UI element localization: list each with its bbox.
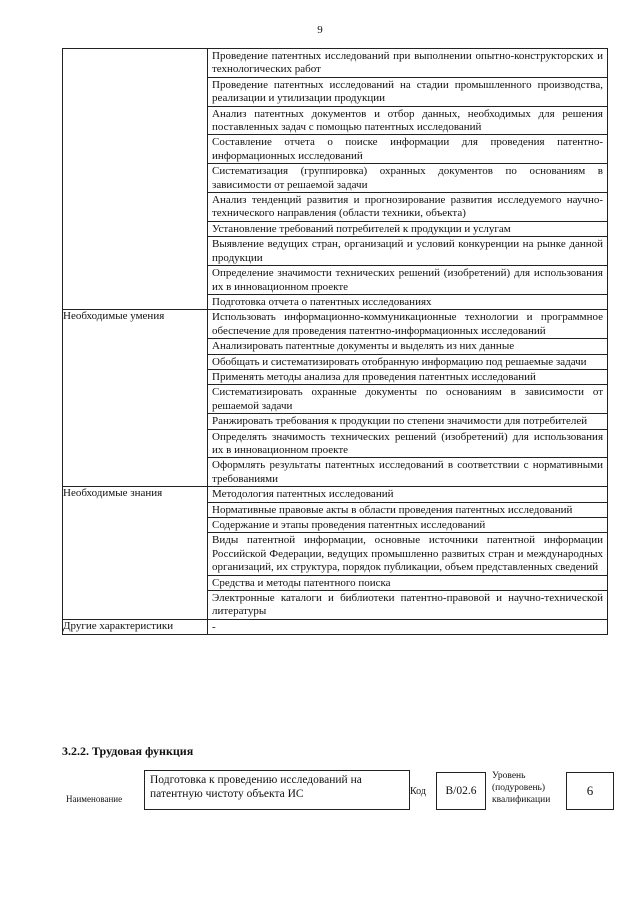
list-item: Составление отчета о поиске информации для проведения патентно-информационных исследований xyxy=(208,135,607,164)
list-item: Средства и методы патентного поиска xyxy=(208,576,607,591)
level-label: Уровень (подуровень) квалификации xyxy=(492,771,551,805)
list-item: Анализ тенденций развития и прогнозирование развития исследуемого научно-технического направления (области техники, объекта) xyxy=(208,193,607,222)
list-item: Подготовка отчета о патентных исследованиях xyxy=(212,295,432,308)
page-number: 9 xyxy=(317,24,323,36)
row-items xyxy=(208,49,608,310)
list-item: Применять методы анализа для проведения патентных исследований xyxy=(208,370,607,385)
row-label xyxy=(63,49,208,310)
row-label: Необходимые знания xyxy=(63,487,208,620)
table-row xyxy=(63,49,608,310)
section-heading: 3.2.2. Трудовая функция xyxy=(62,744,194,758)
competency-table xyxy=(62,48,608,635)
row-items xyxy=(208,487,608,620)
list-item: Использовать информационно-коммуникационные технологии и программное обеспечение для проведения патентно-информационных исследований xyxy=(208,310,607,339)
row-items xyxy=(208,619,608,634)
list-item: Определять значимость технических решений (изобретений) для использования их в инновационном проекте xyxy=(208,430,607,459)
list-item: Систематизация (группировка) охранных документов по основаниям в зависимости от решаемой задачи xyxy=(208,164,607,193)
list-item: Методология патентных исследований xyxy=(208,487,607,502)
list-item: Электронные каталоги и библиотеки патентно-правовой и научно-технической литературы xyxy=(212,592,603,618)
table-row xyxy=(63,487,608,620)
name-label: Наименование xyxy=(66,794,123,804)
list-item: Содержание и этапы проведения патентных исследований xyxy=(208,518,607,533)
table-row xyxy=(63,619,608,634)
list-item: Выявление ведущих стран, организаций и условий конкуренции на рынке данной продукции xyxy=(208,237,607,266)
list-item: - xyxy=(212,620,216,633)
list-item: Проведение патентных исследований при выполнении опытно-конструкторских и технологических работ xyxy=(208,49,607,78)
list-item: Обобщать и систематизировать отобранную информацию под решаемые задачи xyxy=(208,355,607,370)
list-item: Нормативные правовые акты в области проведения патентных исследований xyxy=(208,503,607,518)
list-item: Систематизировать охранные документы по основаниям в зависимости от решаемой задачи xyxy=(208,385,607,414)
row-items xyxy=(208,310,608,487)
code-box: B/02.6 xyxy=(436,772,486,810)
level-box: 6 xyxy=(566,772,614,810)
labor-function-row xyxy=(62,770,622,830)
list-item: Оформлять результаты патентных исследований в соответствии с нормативными требованиями xyxy=(212,459,603,485)
list-item: Виды патентной информации, основные источники патентной информации Российской Федерации, ведущих промышленно развитых стран и международных организаций, их структура, порядок публикации, объем представленных сведений xyxy=(208,533,607,575)
list-item: Анализировать патентные документы и выделять из них данные xyxy=(208,339,607,354)
function-name-box: Подготовка к проведению исследований на патентную чистоту объекта ИС xyxy=(144,770,410,810)
code-label: Код xyxy=(410,786,426,797)
list-item: Проведение патентных исследований на стадии промышленного производства, реализации и утилизации продукции xyxy=(208,78,607,107)
table-row xyxy=(63,310,608,487)
list-item: Определение значимости технических решений (изобретений) для использования их в инновационном проекте xyxy=(208,266,607,295)
row-label: Другие характеристики xyxy=(63,619,208,634)
list-item: Ранжировать требования к продукции по степени значимости для потребителей xyxy=(208,414,607,429)
row-label: Необходимые умения xyxy=(63,310,208,487)
list-item: Установление требований потребителей к продукции и услугам xyxy=(208,222,607,237)
list-item: Анализ патентных документов и отбор данных, необходимых для решения поставленных задач с помощью патентных исследований xyxy=(208,107,607,136)
